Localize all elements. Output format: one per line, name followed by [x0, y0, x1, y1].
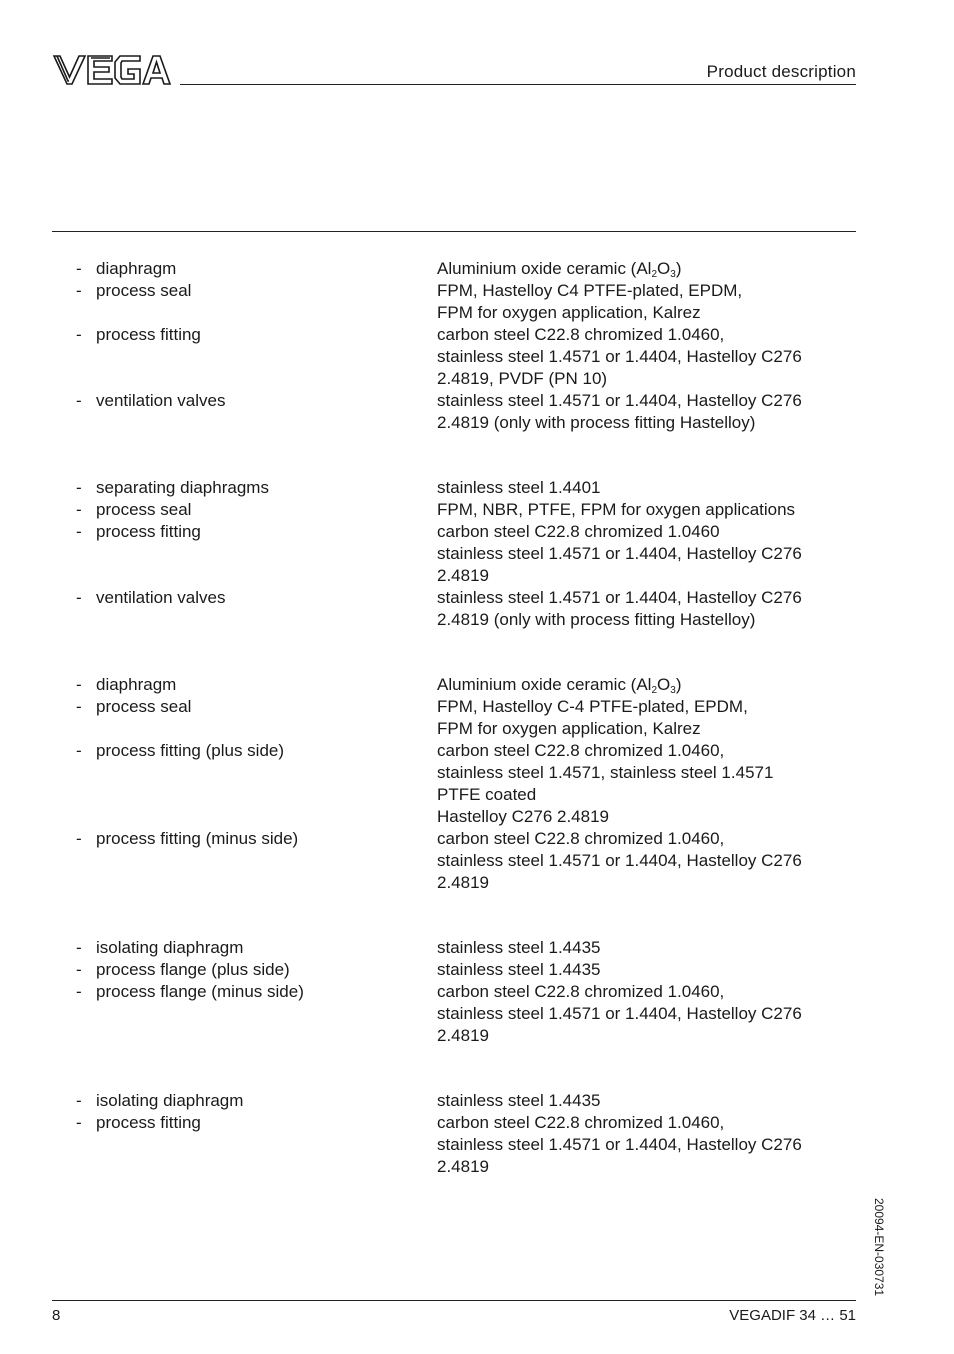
page-section-title: Product description — [706, 62, 856, 81]
material-row — [76, 390, 856, 434]
list-dash: - — [76, 281, 82, 300]
list-dash: - — [76, 588, 82, 607]
material-row — [76, 587, 856, 631]
material-value-line: 2.4819 (only with process fitting Hastelloy) — [437, 413, 756, 432]
component-name: process fitting — [96, 325, 201, 344]
list-dash: - — [76, 960, 82, 979]
vega-logo — [52, 53, 172, 87]
list-dash: - — [76, 982, 82, 1001]
material-value — [437, 959, 601, 981]
material-value-line: carbon steel C22.8 chromized 1.0460, — [437, 829, 725, 848]
material-value-line: stainless steel 1.4435 — [437, 938, 601, 957]
material-component-label — [76, 477, 437, 499]
material-value-line: stainless steel 1.4571 or 1.4404, Hastelloy C276 — [437, 391, 802, 410]
component-name: process fitting (plus side) — [96, 741, 285, 760]
material-component-label — [76, 674, 437, 696]
material-value — [437, 280, 742, 324]
material-value-line: Aluminium oxide ceramic $(Al_2O_3)$ — [437, 259, 682, 280]
material-value-line: FPM, NBR, PTFE, FPM for oxygen applications — [437, 500, 796, 519]
list-dash: - — [76, 500, 82, 519]
list-dash: - — [76, 938, 82, 957]
component-name: ventilation valves — [96, 588, 226, 607]
material-row — [76, 959, 856, 981]
material-component-label — [76, 390, 437, 434]
material-row — [76, 828, 856, 894]
component-name: process fitting — [96, 522, 201, 541]
material-value — [437, 937, 601, 959]
material-group — [76, 1090, 856, 1178]
material-row — [76, 1112, 856, 1178]
list-dash: - — [76, 522, 82, 541]
material-value-line: 2.4819 — [437, 566, 489, 585]
material-value — [437, 828, 802, 894]
material-value — [437, 740, 773, 828]
material-value-line: FPM, Hastelloy C-4 PTFE-plated, EPDM, — [437, 697, 748, 716]
material-value-line: stainless steel 1.4571 or 1.4404, Hastelloy C276 — [437, 588, 802, 607]
material-component-label — [76, 280, 437, 324]
material-value — [437, 587, 802, 631]
material-component-label — [76, 324, 437, 390]
material-value-line: stainless steel 1.4571 or 1.4404, Hastelloy C276 — [437, 1004, 802, 1023]
material-group — [76, 937, 856, 1047]
material-row — [76, 499, 856, 521]
component-name: process seal — [96, 281, 192, 300]
material-value — [437, 981, 802, 1047]
material-row — [76, 981, 856, 1047]
material-value-line: stainless steel 1.4401 — [437, 478, 601, 497]
list-dash: - — [76, 259, 82, 278]
material-value — [437, 696, 748, 740]
component-name: diaphragm — [96, 259, 177, 278]
material-value — [437, 499, 795, 521]
component-name: isolating diaphragm — [96, 1091, 244, 1110]
material-value — [437, 324, 802, 390]
footer-rule — [52, 1300, 856, 1301]
material-value — [437, 1090, 601, 1112]
section-divider — [52, 231, 856, 232]
page-number: 8 — [52, 1307, 61, 1324]
component-name: process seal — [96, 500, 192, 519]
material-group — [76, 258, 856, 434]
material-value-line: Aluminium oxide ceramic $(Al_2O_3)$ — [437, 675, 682, 696]
material-component-label — [76, 740, 437, 828]
material-value-line: stainless steel 1.4571 or 1.4404, Hastelloy C276 — [437, 1135, 802, 1154]
material-component-label — [76, 587, 437, 631]
material-row — [76, 258, 856, 280]
material-value-line: carbon steel C22.8 chromized 1.0460, — [437, 982, 725, 1001]
material-value-line: carbon steel C22.8 chromized 1.0460, — [437, 741, 725, 760]
component-name: process fitting (minus side) — [96, 829, 299, 848]
material-component-label — [76, 258, 437, 280]
material-value — [437, 674, 682, 696]
list-dash: - — [76, 829, 82, 848]
material-value — [437, 1112, 802, 1178]
list-dash: - — [76, 741, 82, 760]
material-value-line: FPM for oxygen application, Kalrez — [437, 719, 701, 738]
material-value — [437, 390, 802, 434]
material-value-line: FPM, Hastelloy C4 PTFE-plated, EPDM, — [437, 281, 743, 300]
material-value-line: 2.4819, PVDF (PN 10) — [437, 369, 608, 388]
material-component-label — [76, 959, 437, 981]
material-value-line: 2.4819 (only with process fitting Hastelloy) — [437, 610, 756, 629]
material-row — [76, 674, 856, 696]
material-value-line: carbon steel C22.8 chromized 1.0460 — [437, 522, 720, 541]
material-value-line: stainless steel 1.4435 — [437, 1091, 601, 1110]
material-value-line: stainless steel 1.4571 or 1.4404, Hastelloy C276 — [437, 347, 802, 366]
list-dash: - — [76, 675, 82, 694]
material-row — [76, 1090, 856, 1112]
component-name: ventilation valves — [96, 391, 226, 410]
list-dash: - — [76, 391, 82, 410]
material-component-label — [76, 828, 437, 894]
material-value-line: PTFE coated — [437, 785, 537, 804]
list-dash: - — [76, 325, 82, 344]
material-value — [437, 521, 802, 587]
material-row — [76, 280, 856, 324]
material-component-label — [76, 1090, 437, 1112]
material-component-label — [76, 937, 437, 959]
material-component-label — [76, 1112, 437, 1178]
material-group — [76, 477, 856, 631]
material-value-line: 2.4819 — [437, 1026, 489, 1045]
list-dash: - — [76, 697, 82, 716]
material-component-label — [76, 981, 437, 1047]
component-name: separating diaphragms — [96, 478, 269, 497]
material-value-line: stainless steel 1.4571, stainless steel 1.4571 — [437, 763, 774, 782]
material-row — [76, 740, 856, 828]
material-value-line: carbon steel C22.8 chromized 1.0460, — [437, 1113, 725, 1132]
list-dash: - — [76, 1091, 82, 1110]
material-group — [76, 674, 856, 894]
component-name: diaphragm — [96, 675, 177, 694]
material-value — [437, 258, 682, 280]
material-row — [76, 324, 856, 390]
material-component-label — [76, 696, 437, 740]
material-component-label — [76, 521, 437, 587]
material-value-line: stainless steel 1.4435 — [437, 960, 601, 979]
material-value-line: stainless steel 1.4571 or 1.4404, Hastelloy C276 — [437, 851, 802, 870]
document-code: 20094-EN-030731 — [872, 1198, 886, 1297]
material-row — [76, 477, 856, 499]
component-name: process fitting — [96, 1113, 201, 1132]
component-name: process flange (minus side) — [96, 982, 304, 1001]
material-value-line: FPM for oxygen application, Kalrez — [437, 303, 701, 322]
materials-list — [76, 258, 856, 1221]
header-rule — [180, 84, 856, 85]
list-dash: - — [76, 478, 82, 497]
material-row — [76, 696, 856, 740]
document-name: VEGADIF 34 … 51 — [729, 1307, 856, 1324]
material-value-line: Hastelloy C276 2.4819 — [437, 807, 610, 826]
component-name: process seal — [96, 697, 192, 716]
material-row — [76, 937, 856, 959]
list-dash: - — [76, 1113, 82, 1132]
material-component-label — [76, 499, 437, 521]
material-value — [437, 477, 601, 499]
material-value-line: carbon steel C22.8 chromized 1.0460, — [437, 325, 725, 344]
component-name: isolating diaphragm — [96, 938, 244, 957]
material-value-line: 2.4819 — [437, 873, 489, 892]
material-value-line: stainless steel 1.4571 or 1.4404, Hastelloy C276 — [437, 544, 802, 563]
material-value-line: 2.4819 — [437, 1157, 489, 1176]
component-name: process flange (plus side) — [96, 960, 290, 979]
material-row — [76, 521, 856, 587]
